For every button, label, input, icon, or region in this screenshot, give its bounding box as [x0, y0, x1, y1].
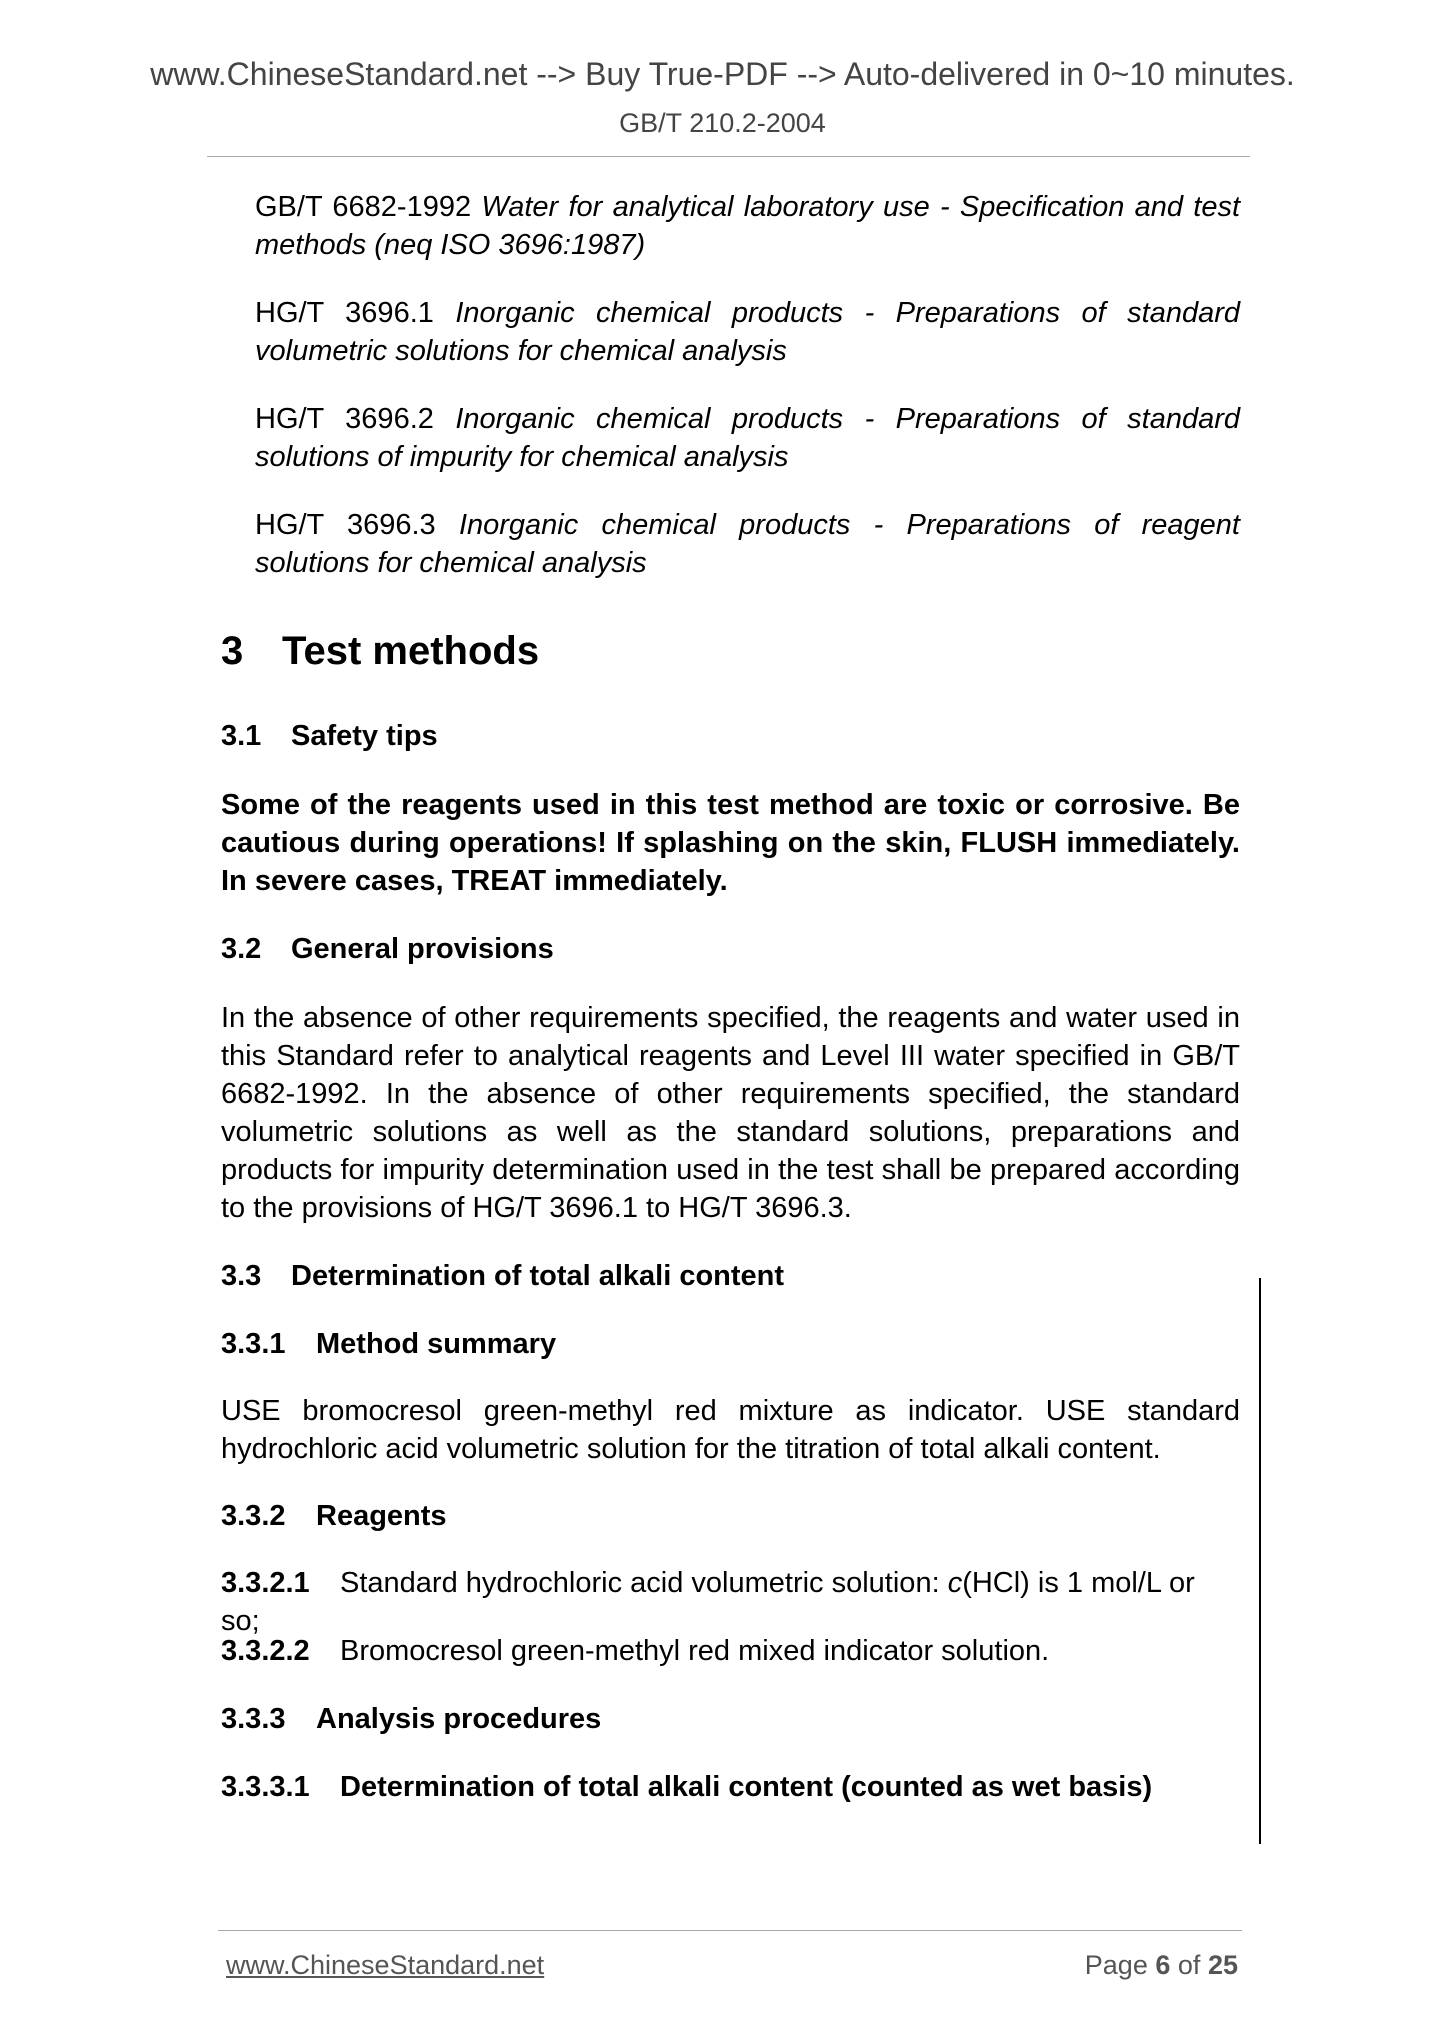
reference-code: HG/T 3696.3: [255, 509, 436, 541]
section-3-3-1-heading: [221, 1325, 1240, 1363]
revision-bar: [1259, 1278, 1261, 1844]
section-3-3-heading: [221, 1257, 1240, 1295]
safety-warning: Some of the reagents used in this test method are toxic or corrosive. Be cautious during operations! If splashing on the skin, FLUSH immediately. In severe cases, TREAT immediately.: [221, 789, 1240, 897]
reagent-text: Bromocresol green-methyl red mixed indicator solution.: [340, 1635, 1050, 1667]
page-word: Page: [1084, 1950, 1148, 1980]
footer-site-link[interactable]: www.ChineseStandard.net: [226, 1950, 545, 1980]
section-number: 3.3: [221, 1260, 262, 1292]
reagent-variable: c: [947, 1567, 963, 1599]
reference-title: Water for analytical laboratory use - Specification and test methods (neq ISO 3696:1987): [255, 191, 1241, 261]
section-number: 3.3.1: [221, 1328, 286, 1360]
section-number: 3.1: [221, 720, 262, 752]
of-word: of: [1177, 1950, 1201, 1980]
section-title: Reagents: [316, 1500, 447, 1532]
reference-code: HG/T 3696.1: [255, 297, 434, 329]
reference-title: Inorganic chemical products - Preparations of reagent solutions for chemical analysis: [255, 509, 1240, 579]
section-title: Method summary: [316, 1328, 557, 1360]
method-summary-text: USE bromocresol green-methyl red mixture as indicator. USE standard hydrochloric acid volumetric solution for the titration of total alkali content.: [221, 1395, 1240, 1465]
reference-code: HG/T 3696.2: [255, 403, 434, 435]
section-title: Determination of total alkali content: [291, 1260, 785, 1292]
section-3-2-heading: [221, 930, 1240, 968]
clause-number: 3.3.2.1: [221, 1567, 310, 1599]
reference-title: Inorganic chemical products - Preparations of standard volumetric solutions for chemical analysis: [255, 297, 1240, 367]
reference-item: [255, 188, 1240, 264]
section-title: Analysis procedures: [316, 1703, 602, 1735]
section-3-3-3-1-heading: [221, 1768, 1240, 1806]
page-indicator: [1085, 1950, 1238, 1981]
section-number: 3.3.3.1: [221, 1771, 310, 1803]
reference-code: GB/T 6682-1992: [255, 191, 472, 223]
section-number: 3.3.3: [221, 1703, 286, 1735]
header-doc-id: GB/T 210.2-2004: [619, 108, 826, 138]
reference-title: Inorganic chemical products - Preparations of standard solutions of impurity for chemical analysis: [255, 403, 1240, 473]
section-number: 3.2: [221, 933, 262, 965]
section-title: Test methods: [282, 629, 540, 673]
section-number: 3.3.2: [221, 1500, 286, 1532]
section-3-3-2-heading: [221, 1497, 1240, 1535]
reference-item: [255, 294, 1240, 370]
section-3-3-3-heading: [221, 1700, 1240, 1738]
section-3-heading: [221, 627, 1240, 675]
footer-divider: [218, 1930, 1242, 1931]
reference-item: [255, 506, 1240, 582]
clause-number: 3.3.2.2: [221, 1635, 310, 1667]
general-provisions-text: In the absence of other requirements specified, the reagents and water used in this Standard refer to analytical reagents and Level III water specified in GB/T 6682-1992. In the absence of other requirements specified, the standard volumetric solutions as well as the standard solutions, preparations and products for impurity determination used in the test shall be prepared according to the provisions of HG/T 3696.1 to HG/T 3696.3.: [221, 1002, 1240, 1224]
reagent-text-post: (HCl) is 1 mol/L or so;: [221, 1567, 1195, 1637]
reagent-item: [221, 1564, 1240, 1640]
reagent-text-pre: Standard hydrochloric acid volumetric solution:: [340, 1567, 948, 1599]
page-total: 25: [1207, 1950, 1238, 1980]
header-divider: [207, 156, 1250, 157]
section-3-1-heading: [221, 717, 1240, 755]
reference-item: [255, 400, 1240, 476]
section-number: 3: [221, 629, 244, 673]
section-title: Determination of total alkali content (counted as wet basis): [340, 1771, 1153, 1803]
section-title: Safety tips: [291, 720, 438, 752]
reagent-item: [221, 1632, 1240, 1670]
header-banner[interactable]: www.ChineseStandard.net --> Buy True-PDF --> Auto-delivered in 0~10 minutes.: [150, 56, 1295, 92]
section-title: General provisions: [291, 933, 554, 965]
page-number: 6: [1155, 1950, 1171, 1980]
